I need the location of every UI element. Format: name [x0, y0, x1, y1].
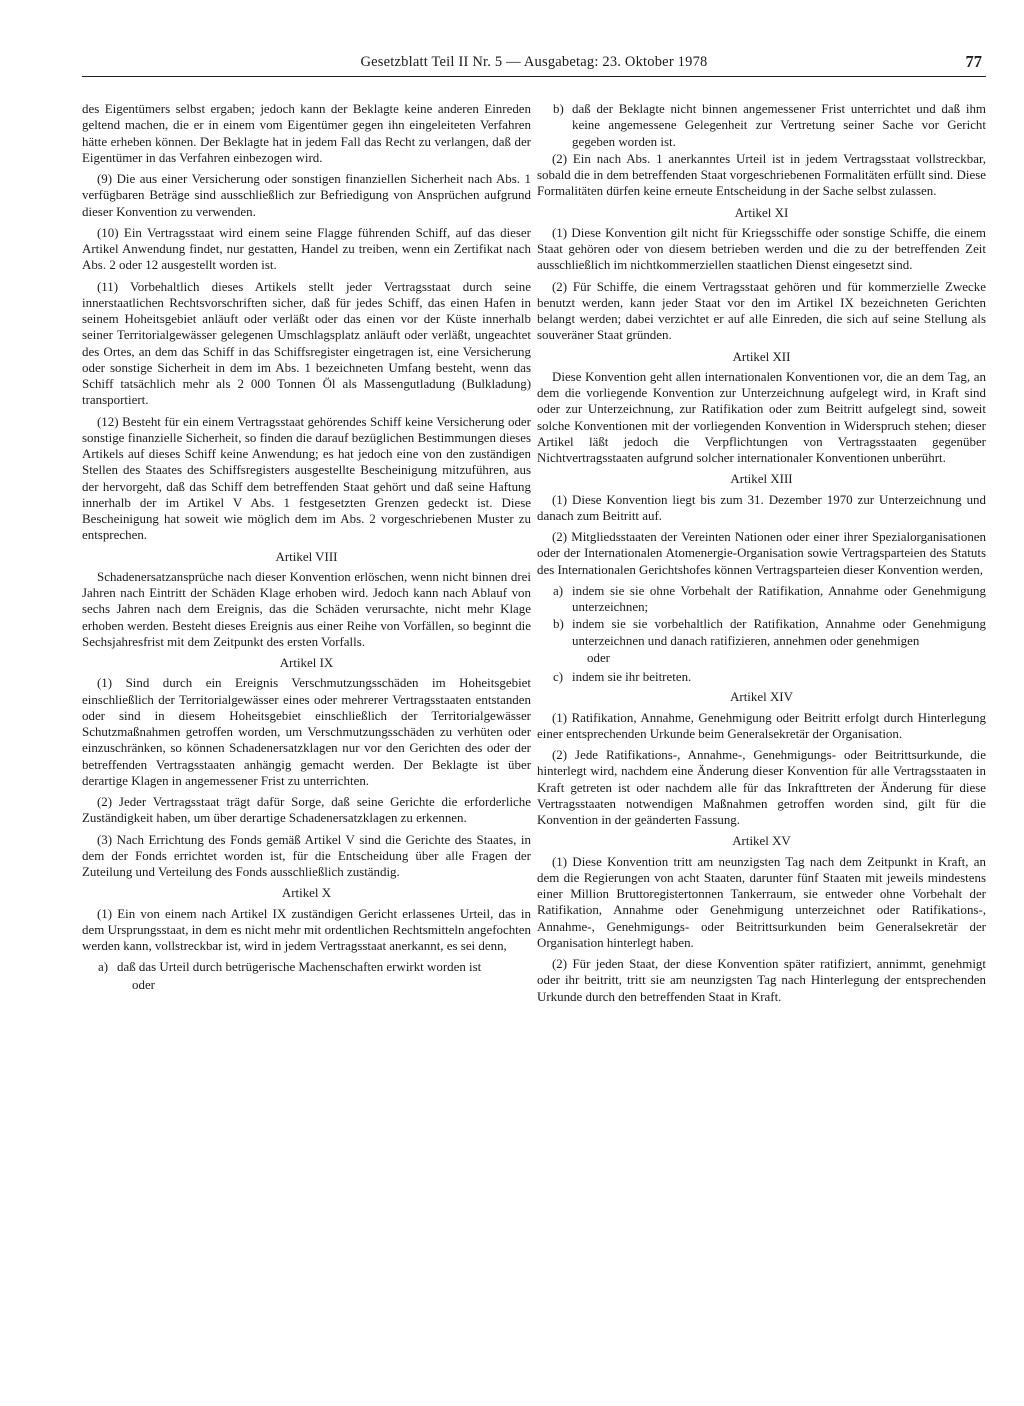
- paragraph: Schadenersatzansprüche nach dieser Konvention erlöschen, wenn nicht binnen drei Jahren nach Eintritt der Schäden Klage erhoben wird. Jedoch kann nach Ablauf von sechs Jahren nach dem Ereignis, das die Schäden verursachte, nicht mehr Klage erhoben werden. Besteht dieses Ereignis aus einer Reihe von Vorfällen, so beginnt die Sechsjahresfrist mit dem Zeitpunkt des ersten Vorfalls.: [82, 568, 531, 649]
- list-item: [553, 101, 986, 150]
- list-text: indem sie sie vorbehaltlich der Ratifikation, Annahme oder Genehmigung unterzeichnen und danach ratifizieren, annehmen oder genehmigen: [572, 616, 986, 648]
- article-heading: Artikel XV: [732, 833, 791, 849]
- paragraph: (1) Sind durch ein Ereignis Verschmutzungsschäden im Hoheitsgebiet einschließlich der Territorialgewässer eines oder mehrerer Vertragsstaaten entstanden oder sind in diesem Hoheitsgebiet einschließlich der Territorialgewässer Schutzmaßnahmen getroffen worden, um Verschmutzungsschäden zu verhüten oder einzuschränken, so können Schadenersatzklagen nur vor den Gerichten des oder der betreffenden Vertragsstaaten anhängig gemacht werden. Der Beklagte ist über derartige Klagen in angemessener Frist zu unterrichten.: [82, 675, 531, 788]
- left-column: [82, 101, 531, 996]
- article-heading: Artikel XI: [734, 204, 789, 220]
- paragraph: (1) Diese Konvention tritt am neunzigsten Tag nach dem Zeitpunkt in Kraft, an dem die Regierungen von acht Staaten, darunter fünf Staaten mit jeweils mindestens einer Million Bruttoregistertonnen Tankerraum, sie entweder ohne Vorbehalt der Ratifikation, Annahme oder Genehmigung unterzeichnet oder Ratifikations-, Annahme-, Genehmigungs- oder Beitrittsurkunden beim Generalsekretär der Organisation hinterlegt haben.: [537, 853, 986, 950]
- paragraph: (1) Diese Konvention gilt nicht für Kriegsschiffe oder sonstige Schiffe, die einem Staat gehören oder von diesem betrieben werden und die zu der betreffenden Zeit ausschließlich im nichtkommerziellen staatlichen Dienst eingesetzt sind.: [537, 224, 986, 273]
- paragraph: (3) Nach Errichtung des Fonds gemäß Artikel V sind die Gerichte des Staates, in dem der Fonds errichtet worden ist, für die Entscheidung über alle Fragen der Zuteilung und Verteilung des Fonds ausschließlich zuständig.: [82, 831, 531, 879]
- right-column: [537, 101, 986, 1010]
- list-text: daß der Beklagte nicht binnen angemessener Frist unterrichtet und daß ihm keine angemessene Gelegenheit zur Vertretung seiner Sache vor Gericht gegeben worden ist.: [572, 101, 986, 149]
- article-heading: Artikel XIII: [730, 471, 793, 487]
- conjunction: oder: [132, 976, 155, 992]
- article-heading: Artikel VIII: [275, 548, 338, 564]
- list-marker: a): [553, 582, 564, 598]
- paragraph: (10) Ein Vertragsstaat wird einem seine Flagge führenden Schiff, auf das dieser Artikel Anwendung findet, nur gestatten, Handel zu treiben, wenn ein Zertifikat nach Abs. 2 oder 12 ausgestellt worden ist.: [82, 224, 531, 273]
- paragraph: (1) Ein von einem nach Artikel IX zuständigen Gericht erlassenes Urteil, das in dem Ursprungsstaat, in dem es nicht mehr mit ordentlichen Rechtsmitteln angefochten werden kann, vollstreckbar ist, wird in jedem Vertragsstaat anerkannt, es sei denn,: [82, 905, 531, 953]
- list-item: [553, 583, 986, 616]
- list-text: daß das Urteil durch betrügerische Machenschaften erwirkt worden ist: [117, 959, 482, 975]
- list-item: [98, 959, 531, 975]
- article-heading: Artikel XIV: [730, 689, 793, 705]
- paragraph: (1) Ratifikation, Annahme, Genehmigung oder Beitritt erfolgt durch Hinterlegung einer entsprechenden Urkunde beim Generalsekretär der Organisation.: [537, 709, 986, 741]
- paragraph: (2) Mitgliedsstaaten der Vereinten Nationen oder einer ihrer Spezialorganisationen oder der Internationalen Atomenergie-Organisation sowie Vertragsparteien des Statuts des Internationalen Gerichtshofes können Vertragsparteien dieser Konvention werden,: [537, 529, 986, 577]
- paragraph: (12) Besteht für ein einem Vertragsstaat gehörendes Schiff keine Versicherung oder sonstige finanzielle Sicherheit, so finden die darauf bezüglichen Bestimmungen dieses Artikels auf dieses Schiff keine Anwendung; es hat jedoch eine von den zuständigen Stellen des Staates des Schiffsregisters ausgestellte Bescheinigung mitzuführen, aus der hervorgeht, daß das Schiff dem betreffenden Staat gehört und daß seine Haftung innerhalb der im Artikel V Abs. 1 festgesetzten Grenzen gedeckt ist. Diese Bescheinigung hat soweit wie möglich dem im Abs. 2 vorgeschriebenen Muster zu entsprechen.: [82, 413, 531, 543]
- page-header: [82, 54, 986, 77]
- list-marker: b): [553, 101, 564, 116]
- list-item: [553, 669, 986, 685]
- paragraph: des Eigentümers selbst ergaben; jedoch kann der Beklagte keine anderen Einreden geltend machen, die er in einem vom Eigentümer gegen ihn eingeleiteten Verfahren hätte erheben können. Der Beklagte hat in jedem Fall das Recht zu verlangen, daß der Eigentümer in das Verfahren einbezogen wird.: [82, 101, 531, 165]
- page-number: 77: [965, 52, 982, 71]
- list-text: indem sie ihr beitreten.: [572, 669, 692, 684]
- conjunction: oder: [587, 649, 610, 665]
- paragraph: (9) Die aus einer Versicherung oder sonstigen finanziellen Sicherheit nach Abs. 1 verfügbaren Beträge sind ausschließlich zur Befriedigung von Ansprüchen aufgrund dieser Konvention zu verwenden.: [82, 171, 531, 219]
- paragraph: (2) Für jeden Staat, der diese Konvention später ratifiziert, annimmt, genehmigt oder ihr beitritt, tritt sie am neunzigsten Tag nach Hinterlegung der entsprechenden Urkunde durch den betreffenden Staat in Kraft.: [537, 956, 986, 1004]
- paragraph: (2) Ein nach Abs. 1 anerkanntes Urteil ist in jedem Vertragsstaat vollstreckbar, sobald die in dem betreffenden Staat vorgeschriebenen Formalitäten erfüllt sind. Diese Formalitäten dürfen keine erneute Entscheidung in der Sache selbst zulassen.: [537, 150, 986, 199]
- list-marker: a): [98, 959, 109, 975]
- article-heading: Artikel X: [281, 885, 332, 901]
- paragraph: (11) Vorbehaltlich dieses Artikels stellt jeder Vertragsstaat durch seine innerstaatlichen Rechtsvorschriften sicher, daß für jedes Schiff, das einen Hafen in seinem Hoheitsgebiet anläuft oder verläßt oder das einen vor der Küste innerhalb seiner Territorialgewässer gelegenen Umschlagsplatz anläuft oder verläßt, ungeachtet des Ortes, an dem das Schiff in das Schiffsregister eingetragen ist, eine Versicherung oder sonstige Sicherheit in dem im Abs. 1 bezeichneten Umfang besteht, wenn das Schiff tatsächlich mehr als 2 000 Tonnen Öl als Massengutladung (Bulkladung) transportiert.: [82, 278, 531, 408]
- header-title: Gesetzblatt Teil II Nr. 5 — Ausgabetag: 23. Oktober 1978: [360, 54, 708, 70]
- list-text: indem sie sie ohne Vorbehalt der Ratifikation, Annahme oder Genehmigung unterzeichnen;: [572, 582, 986, 614]
- list-marker: b): [553, 616, 564, 632]
- list-item: [553, 616, 986, 649]
- paragraph: (2) Für Schiffe, die einem Vertragsstaat gehören und für kommerzielle Zwecke benutzt werden, kann jeder Staat vor den im Artikel IX bezeichneten Gerichten belangt werden; dabei verzichtet er auf alle Einreden, die sich auf seine Stellung als souveräner Staat gründen.: [537, 278, 986, 343]
- article-heading: Artikel IX: [279, 655, 334, 670]
- article-heading: Artikel XII: [732, 348, 791, 364]
- paragraph: (2) Jeder Vertragsstaat trägt dafür Sorge, daß seine Gerichte die erforderliche Zuständigkeit haben, um über derartige Schadenersatzklagen zu erkennen.: [82, 794, 531, 826]
- paragraph: (1) Diese Konvention liegt bis zum 31. Dezember 1970 zur Unterzeichnung und danach zum Beitritt auf.: [537, 491, 986, 523]
- list-marker: c): [553, 669, 564, 684]
- paragraph: (2) Jede Ratifikations-, Annahme-, Genehmigungs- oder Beitrittsurkunde, die hinterlegt wird, nachdem eine Änderung dieser Konvention für alle Vertragsstaaten in Kraft getreten ist oder nachdem alle für das Inkrafttreten der Änderung für diese Vertragsstaaten notwendigen Maßnahmen getroffen worden sind, gilt für die Konvention in der geänderten Fassung.: [537, 747, 986, 827]
- paragraph: Diese Konvention geht allen internationalen Konventionen vor, die an dem Tag, an dem die vorliegende Konvention zur Unterzeichnung aufgelegt wird, in Kraft sind oder zur Unterzeichnung, zur Ratifikation oder zum Beitritt aufgelegt sind, soweit solche Konventionen mit der vorliegenden Konvention in Widerspruch stehen; dieser Artikel läßt jedoch die Verpflichtungen von Vertragsstaaten gegenüber Nichtvertragsstaaten aufgrund solcher internationaler Konventionen unberührt.: [537, 368, 986, 465]
